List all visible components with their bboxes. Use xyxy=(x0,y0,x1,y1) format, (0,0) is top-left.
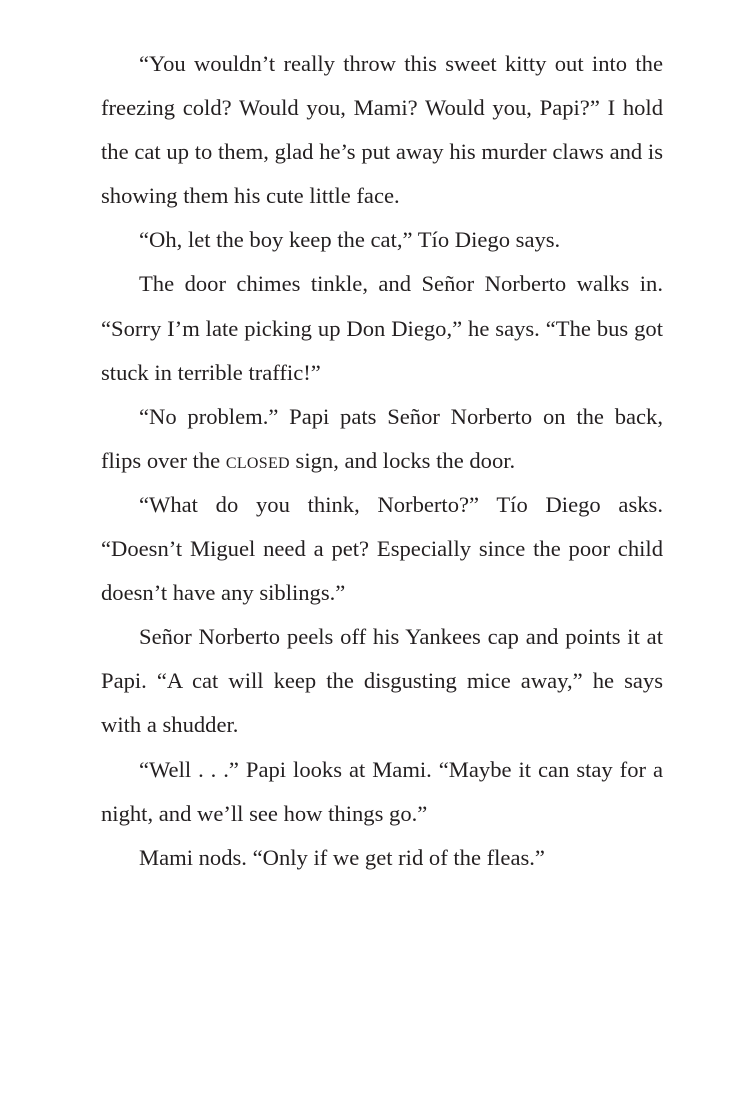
paragraph: “Oh, let the boy keep the cat,” Tío Diego says. xyxy=(139,227,561,253)
paragraph: The door chimes tinkle, and Señor Norberto walks in. “Sorry I’m late picking up Don Diego,” he says. “The bus got stuck in terrible traffic!” xyxy=(101,271,663,385)
book-page-text xyxy=(101,42,663,880)
paragraph: “What do you think, Norberto?” Tío Diego asks. “Doesn’t Miguel need a pet? Especially since the poor child doesn’t have any siblings.” xyxy=(101,491,663,606)
closed-sign-text: closed xyxy=(225,447,290,473)
paragraph-text: sign, and locks the door. xyxy=(289,447,516,473)
paragraph-text: “No problem.” Papi pats Señor Norberto on the back, flips over the xyxy=(101,403,663,473)
paragraph: Mami nods. “Only if we get rid of the fleas.” xyxy=(139,844,545,870)
paragraph: Señor Norberto peels off his Yankees cap and points it at Papi. “A cat will keep the disgusting mice away,” he says with a shudder. xyxy=(101,624,663,738)
paragraph: “You wouldn’t really throw this sweet kitty out into the freezing cold? Would you, Mami? Would you, Papi?” I hold the cat up to them, glad he’s put away his murder claws and is showing them his cute little face. xyxy=(101,51,663,209)
paragraph: “Well . . .” Papi looks at Mami. “Maybe it can stay for a night, and we’ll see how things go.” xyxy=(101,756,663,826)
paragraph xyxy=(101,395,663,483)
